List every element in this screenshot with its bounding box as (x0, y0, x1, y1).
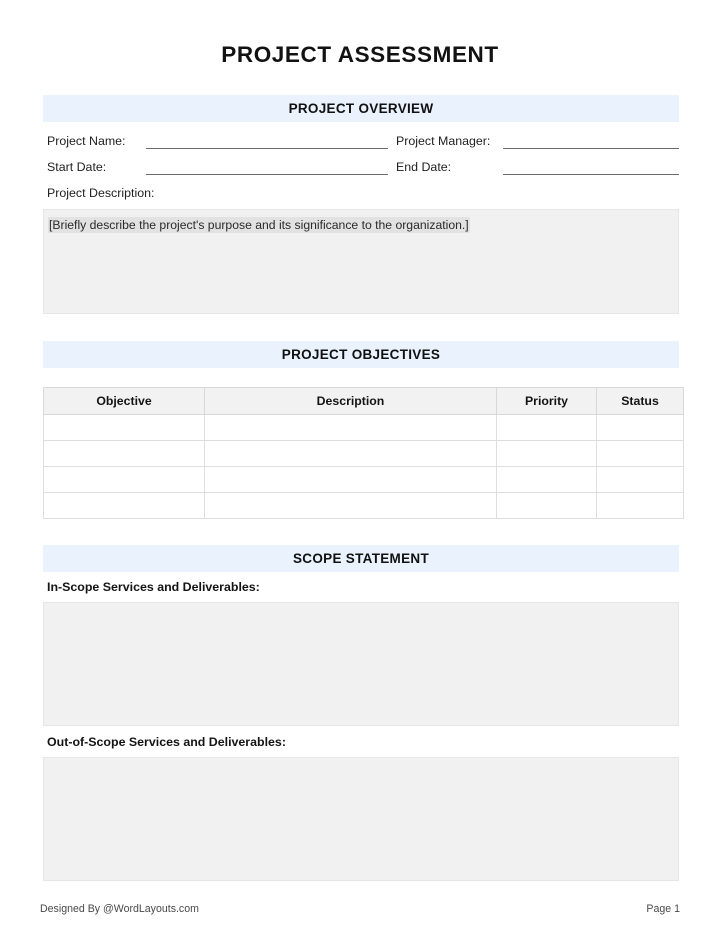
footer-credit: Designed By @WordLayouts.com (40, 903, 199, 915)
input-start-date[interactable] (146, 174, 388, 175)
objectives-table (43, 387, 684, 519)
label-in-scope-services: In-Scope Services and Deliverables: (47, 580, 260, 594)
label-start-date: Start Date: (47, 160, 107, 174)
table-row (44, 467, 684, 493)
cell-priority[interactable] (497, 493, 597, 519)
column-header-description: Description (205, 388, 497, 415)
input-in-scope-services[interactable] (43, 602, 679, 726)
table-row (44, 441, 684, 467)
cell-status[interactable] (597, 493, 684, 519)
section-header-project-overview: PROJECT OVERVIEW (43, 95, 679, 122)
cell-priority[interactable] (497, 415, 597, 441)
project-description-placeholder: [Briefly describe the project's purpose and its significance to the organization.] (49, 218, 469, 232)
cell-objective[interactable] (44, 441, 205, 467)
input-project-name[interactable] (146, 148, 388, 149)
label-project-name: Project Name: (47, 134, 126, 148)
cell-objective[interactable] (44, 467, 205, 493)
section-header-scope-statement: SCOPE STATEMENT (43, 545, 679, 572)
page-title: PROJECT ASSESSMENT (221, 42, 499, 67)
cell-description[interactable] (205, 415, 497, 441)
label-project-description: Project Description: (47, 186, 155, 200)
table-row (44, 415, 684, 441)
cell-status[interactable] (597, 415, 684, 441)
input-end-date[interactable] (503, 174, 679, 175)
input-out-of-scope-services[interactable] (43, 757, 679, 881)
footer-page-number: Page 1 (646, 903, 680, 915)
column-header-priority: Priority (497, 388, 597, 415)
input-project-manager[interactable] (503, 148, 679, 149)
cell-priority[interactable] (497, 467, 597, 493)
table-header-row (44, 388, 684, 415)
cell-status[interactable] (597, 467, 684, 493)
label-project-manager: Project Manager: (396, 134, 491, 148)
section-header-project-objectives: PROJECT OBJECTIVES (43, 341, 679, 368)
column-header-objective: Objective (44, 388, 205, 415)
cell-description[interactable] (205, 441, 497, 467)
cell-priority[interactable] (497, 441, 597, 467)
cell-objective[interactable] (44, 493, 205, 519)
cell-description[interactable] (205, 467, 497, 493)
cell-status[interactable] (597, 441, 684, 467)
cell-description[interactable] (205, 493, 497, 519)
table-row (44, 493, 684, 519)
column-header-status: Status (597, 388, 684, 415)
label-end-date: End Date: (396, 160, 452, 174)
cell-objective[interactable] (44, 415, 205, 441)
label-out-of-scope-services: Out-of-Scope Services and Deliverables: (47, 735, 286, 749)
